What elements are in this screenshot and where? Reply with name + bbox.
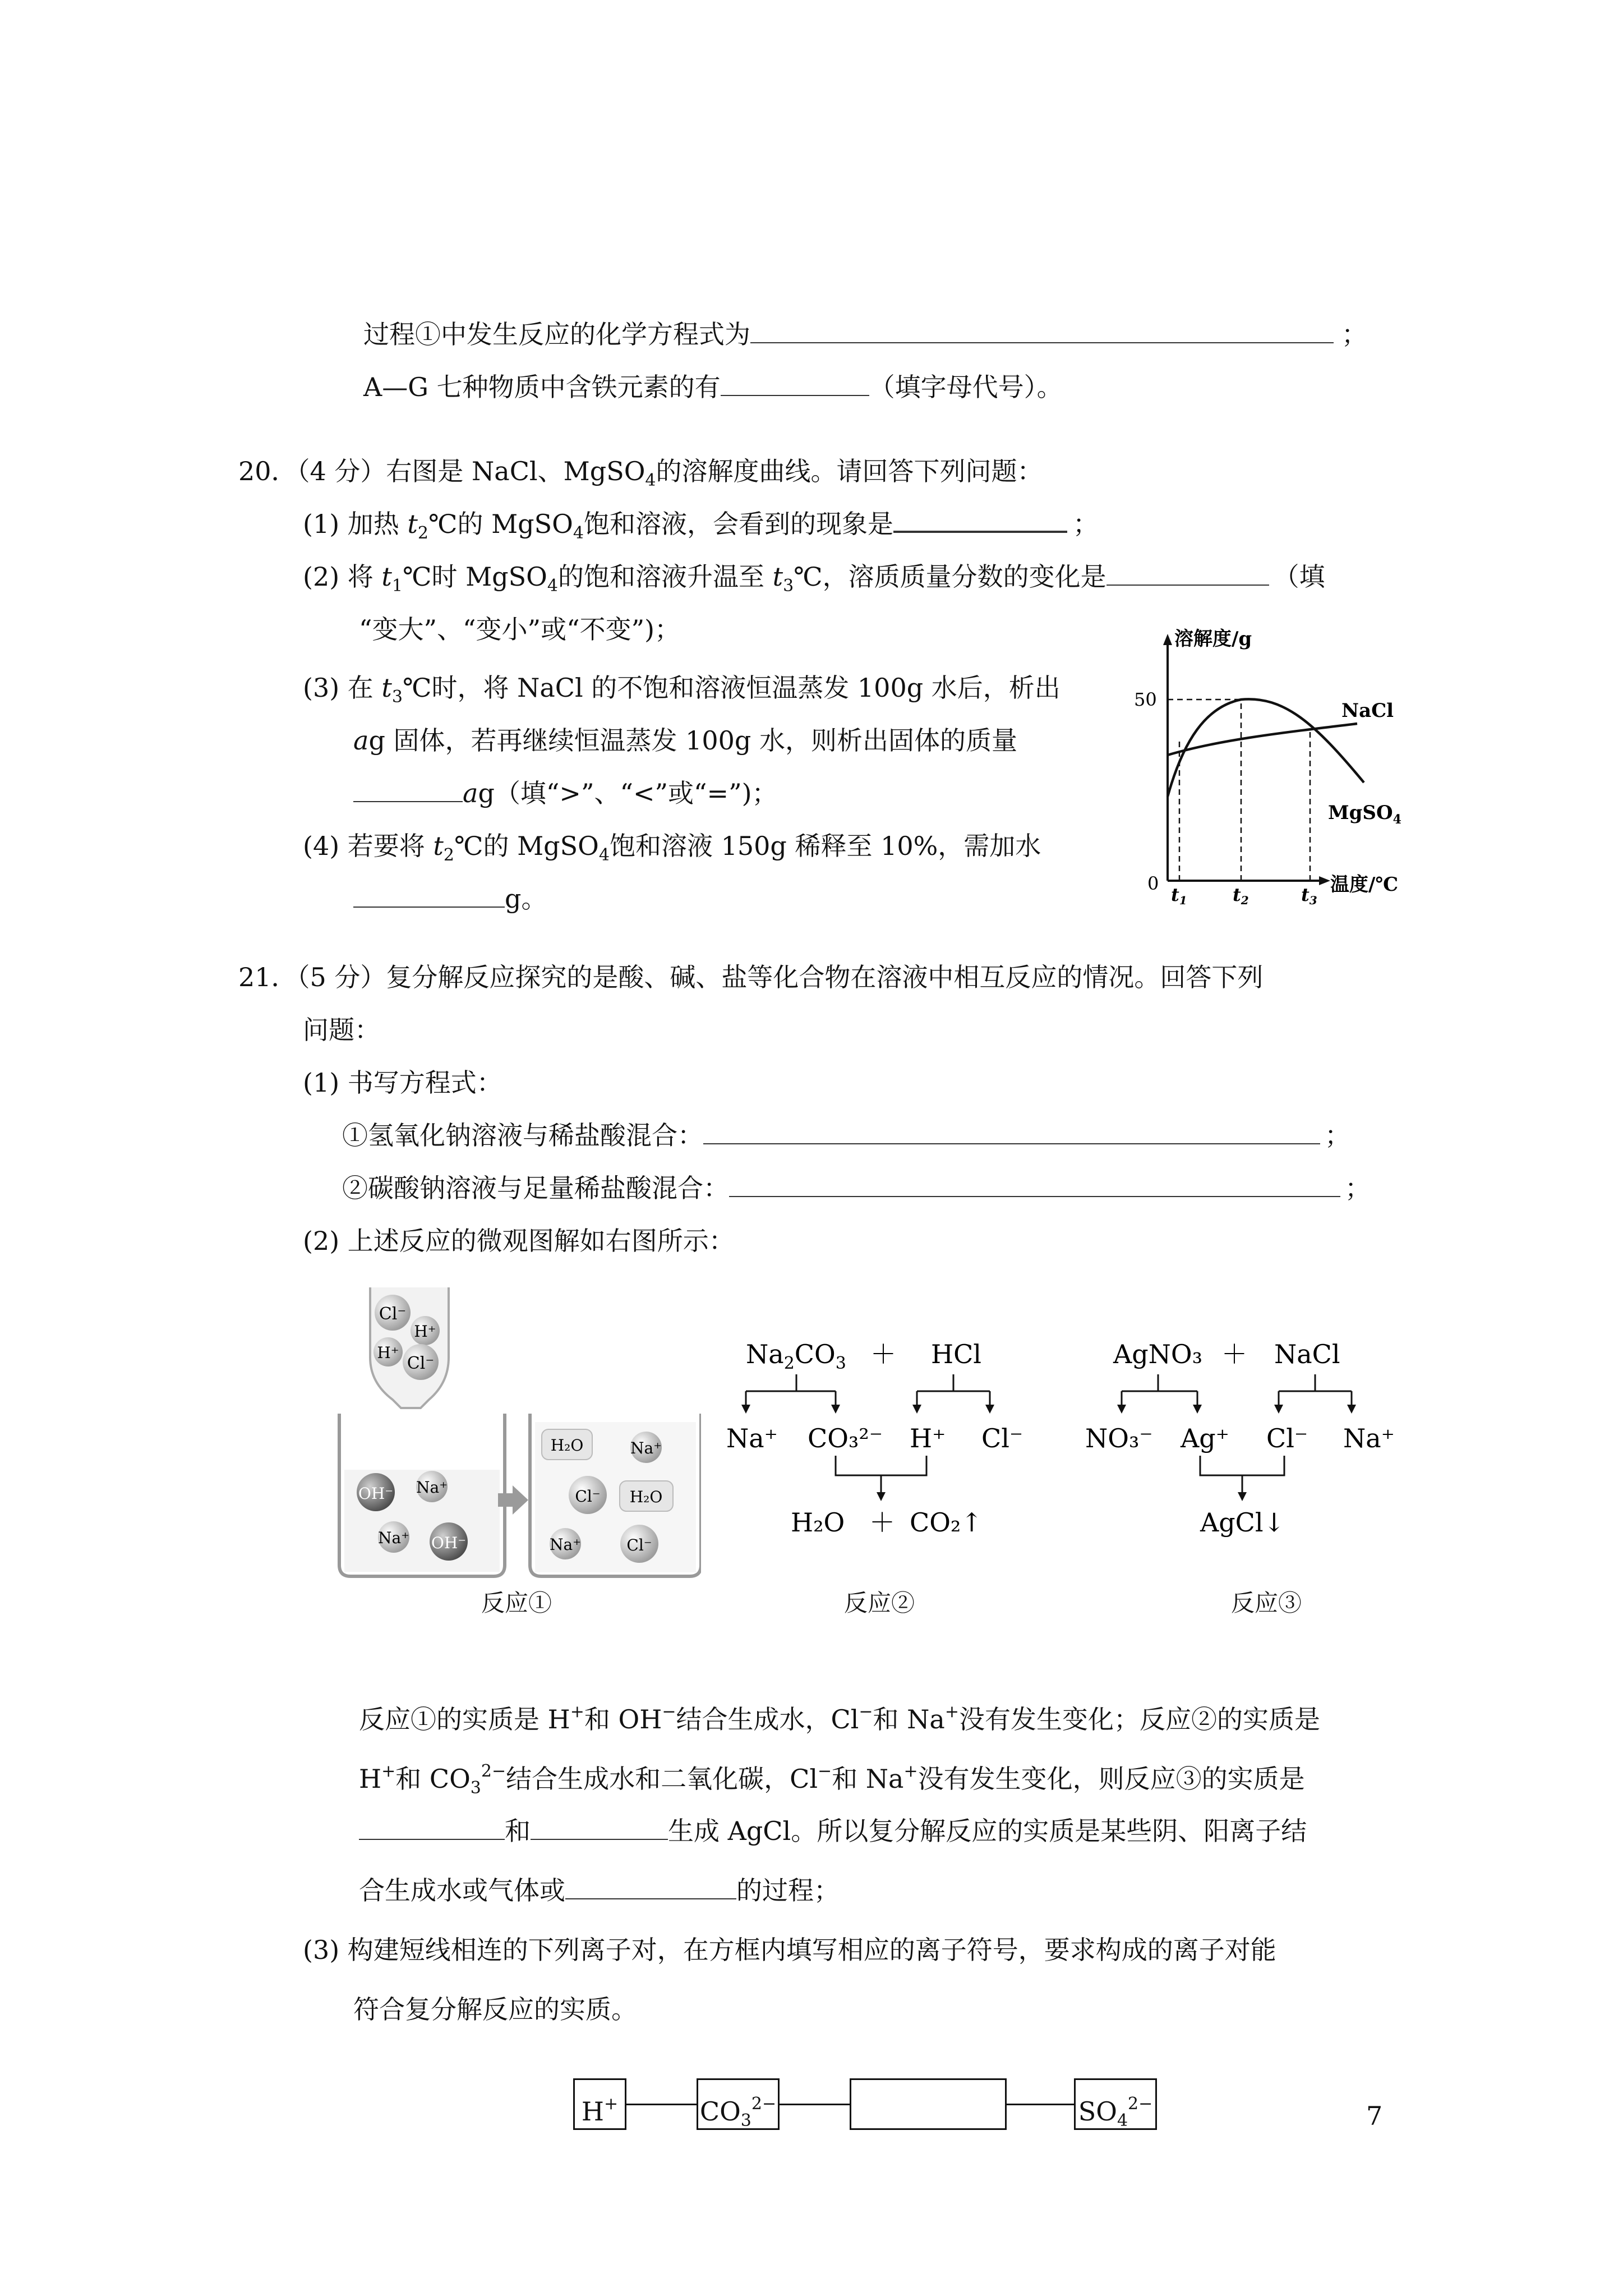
arrow-down-icon [1347,1405,1356,1414]
q20-part3-line2: ag 固体，若再继续恒温蒸发 100g 水，则析出固体的质量 [353,725,1017,756]
q20-part1: (1) 加热 $t_2℃$的 MgSO$_4$饱和溶液，会看到的现象是 ； [303,507,1099,550]
beaker1-ion-2: Na⁺ [416,1478,448,1497]
r3-product-agcl: AgCl↓ [1200,1507,1285,1538]
beaker2-ion-3: Cl⁻ [575,1487,601,1506]
arrow-down-icon [741,1405,750,1414]
x-axis-label: 温度/℃ [1330,873,1399,896]
r3-reactant-nacl: NaCl [1274,1339,1340,1369]
beaker1-ion-4: OH⁻ [431,1534,467,1552]
arrow-down-icon [831,1405,840,1414]
beaker2-ion-6: Cl⁻ [626,1536,652,1554]
beaker2-ion-5: Na⁺ [550,1535,581,1554]
r3-ion-ag: Ag⁺ [1181,1423,1229,1453]
q21-intro-line2: 问题： [303,1015,380,1045]
ion-connector [1007,2104,1074,2105]
q20-part3: (3) 在 $t_3℃$时，将 NaCl 的不饱和溶液恒温蒸发 100g 水后，析出 [303,673,1061,707]
ion-connector [626,2104,697,2105]
beaker1-ion-1: OH⁻ [358,1484,394,1503]
q19-line2: A—G 七种物质中含铁元素的有 （填字母代号）。 [363,372,1063,402]
x-tick-label-t2: t2 [1233,884,1249,907]
r2-split-1 [746,1374,836,1408]
q20-answer-blank-3[interactable] [353,777,463,802]
q20-part4-line2: g。 [353,882,547,915]
q19-line1: 过程①中发生反应的化学方程式为 ； [363,319,1367,349]
q20-answer-blank-2[interactable] [1106,561,1269,586]
origin-label: 0 [1147,873,1159,894]
nacl-curve [1168,724,1357,755]
y-tick-label-50: 50 [1134,689,1157,710]
q20-part2-line2: “变大”、“变小”或“不变”)； [359,614,681,645]
r2-ion-na: Na⁺ [726,1423,778,1453]
funnel-ion-4: Cl⁻ [407,1354,435,1373]
r3-split-1 [1122,1374,1197,1408]
y-axis-arrow [1163,634,1172,645]
arrow-down-icon [1238,1492,1247,1501]
r3-plus: ＋ [1221,1339,1247,1369]
q20-answer-blank-1[interactable] [893,507,1067,533]
r2-ion-cl: Cl⁻ [981,1423,1023,1453]
y-axis-label: 溶解度/g [1174,628,1252,650]
q21-eq2-blank[interactable] [729,1172,1340,1197]
ion-box-so4: $SO_4^{2-}$ [1074,2078,1157,2130]
reaction3-figure [1082,1335,1430,1571]
beaker2-ion-2: Na⁺ [630,1439,662,1457]
r3-ion-no3: NO₃⁻ [1085,1423,1153,1453]
r2-ion-h: H⁺ [910,1423,946,1453]
funnel-ion-2: H⁺ [414,1322,436,1341]
q21-ion-blank-2[interactable] [531,1815,668,1840]
q21-eq1: ①氢氧化钠溶液与稀盐酸混合： ； [342,1120,1350,1151]
q20-intro: 20．（4 分）右图是 NaCl、MgSO$_4$的溶解度曲线。请回答下列问题： [238,456,1043,490]
q21-product-blank[interactable] [565,1875,736,1899]
r2-product-co2: CO₂↑ [910,1507,983,1538]
r2-reactant-hcl: HCl [931,1339,982,1369]
caption-reaction3: 反应③ [1231,1589,1302,1617]
q21-eq2: ②碳酸钠溶液与足量稀盐酸混合： ； [342,1173,1371,1203]
r3-ion-cl: Cl⁻ [1266,1423,1308,1453]
r2-combine [836,1456,926,1495]
r2-product-h2o: H₂O [791,1507,845,1538]
q20-part2: (2) 将 $t_1℃$时 MgSO$_4$的饱和溶液升温至 $t_3℃$，溶质质量分数的变化是 （填 [303,562,1325,596]
r3-ion-na: Na⁺ [1343,1423,1395,1453]
arrow-down-icon [1274,1405,1283,1414]
ion-box-blank-input[interactable] [850,2078,1007,2130]
caption-reaction2: 反应② [844,1589,915,1617]
arrow-down-icon [985,1405,994,1414]
r2-product-plus: ＋ [869,1507,895,1538]
r2-reactant-na2co3: $Na_2CO_3$ [746,1339,846,1373]
arrow-down-icon [1193,1405,1202,1414]
x-axis-arrow [1319,876,1330,885]
reaction2-figure [723,1335,1060,1571]
r2-plus: ＋ [870,1339,896,1369]
r2-ion-co3: CO₃²⁻ [808,1423,883,1453]
beaker1-ion-3: Na⁺ [378,1529,409,1547]
q21-essence-line1: 反应①的实质是 H+和 OH−结合生成水，Cl−和 Na+没有发生变化；反应②的实质是 [359,1702,1320,1734]
r3-reactant-agno3: AgNO₃ [1113,1339,1203,1369]
q20-part3-line3: ag（填“>”、“<”或“=”)； [353,776,778,810]
q20-answer-blank-4[interactable] [353,883,505,908]
q21-essence-line4: 合生成水或气体或 的过程； [359,1875,840,1906]
q21-part3: (3) 构建短线相连的下列离子对，在方框内填写相应的离子符号，要求构成的离子对能 [303,1935,1276,1965]
page-number: 7 [1366,2101,1383,2131]
q21-part3-line2: 符合复分解反应的实质。 [353,1994,637,2024]
x-tick-label-t3: t3 [1301,884,1317,907]
r3-split-2 [1279,1374,1352,1408]
r2-split-2 [917,1374,990,1408]
r3-combine [1200,1456,1284,1495]
solubility-chart [1122,623,1436,914]
ion-box-co3: $CO_3^{2-}$ [697,2078,780,2130]
arrow-down-icon [1117,1405,1126,1414]
transform-arrow-icon [498,1485,528,1515]
q21-intro: 21．（5 分）复分解反应探究的是酸、碱、盐等化合物在溶液中相互反应的情况。回答下列 [238,962,1264,992]
q21-eq1-blank[interactable] [703,1120,1320,1144]
beaker2-ion-1: H₂O [550,1436,584,1455]
funnel-ion-3: H⁺ [377,1343,399,1362]
q21-part1: (1) 书写方程式： [303,1068,502,1098]
series-label-nacl: NaCl [1341,700,1394,722]
x-tick-label-t1: t1 [1171,884,1187,907]
ion-box-h: H+ [573,2078,626,2130]
caption-reaction1: 反应① [481,1589,552,1617]
ion-connector [780,2104,850,2105]
beaker2-ion-4: H₂O [629,1488,663,1506]
reaction1-figure [331,1285,701,1599]
q21-ion-blank-1[interactable] [359,1815,505,1840]
q21-part2: (2) 上述反应的微观图解如右图所示： [303,1226,735,1256]
arrow-down-icon [877,1492,886,1501]
q19-answer-blank-2[interactable] [721,371,869,396]
q20-part4: (4) 若要将 $t_2℃$的 MgSO$_4$饱和溶液 150g 稀释至 10%，需加水 [303,831,1041,865]
q19-answer-blank-1[interactable] [750,319,1334,343]
q21-essence-line3: 和 生成 AgCl。所以复分解反应的实质是某些阴、阳离子结 [359,1814,1307,1848]
q21-essence-line2: H+和 $CO_3^{2-}$结合生成水和二氧化碳，Cl−和 Na+没有发生变化，则反应③的实质是 [359,1761,1305,1798]
funnel-ion-1: Cl⁻ [379,1304,407,1324]
series-label-mgso4: MgSO$_4$ [1328,802,1401,827]
arrow-down-icon [912,1405,921,1414]
